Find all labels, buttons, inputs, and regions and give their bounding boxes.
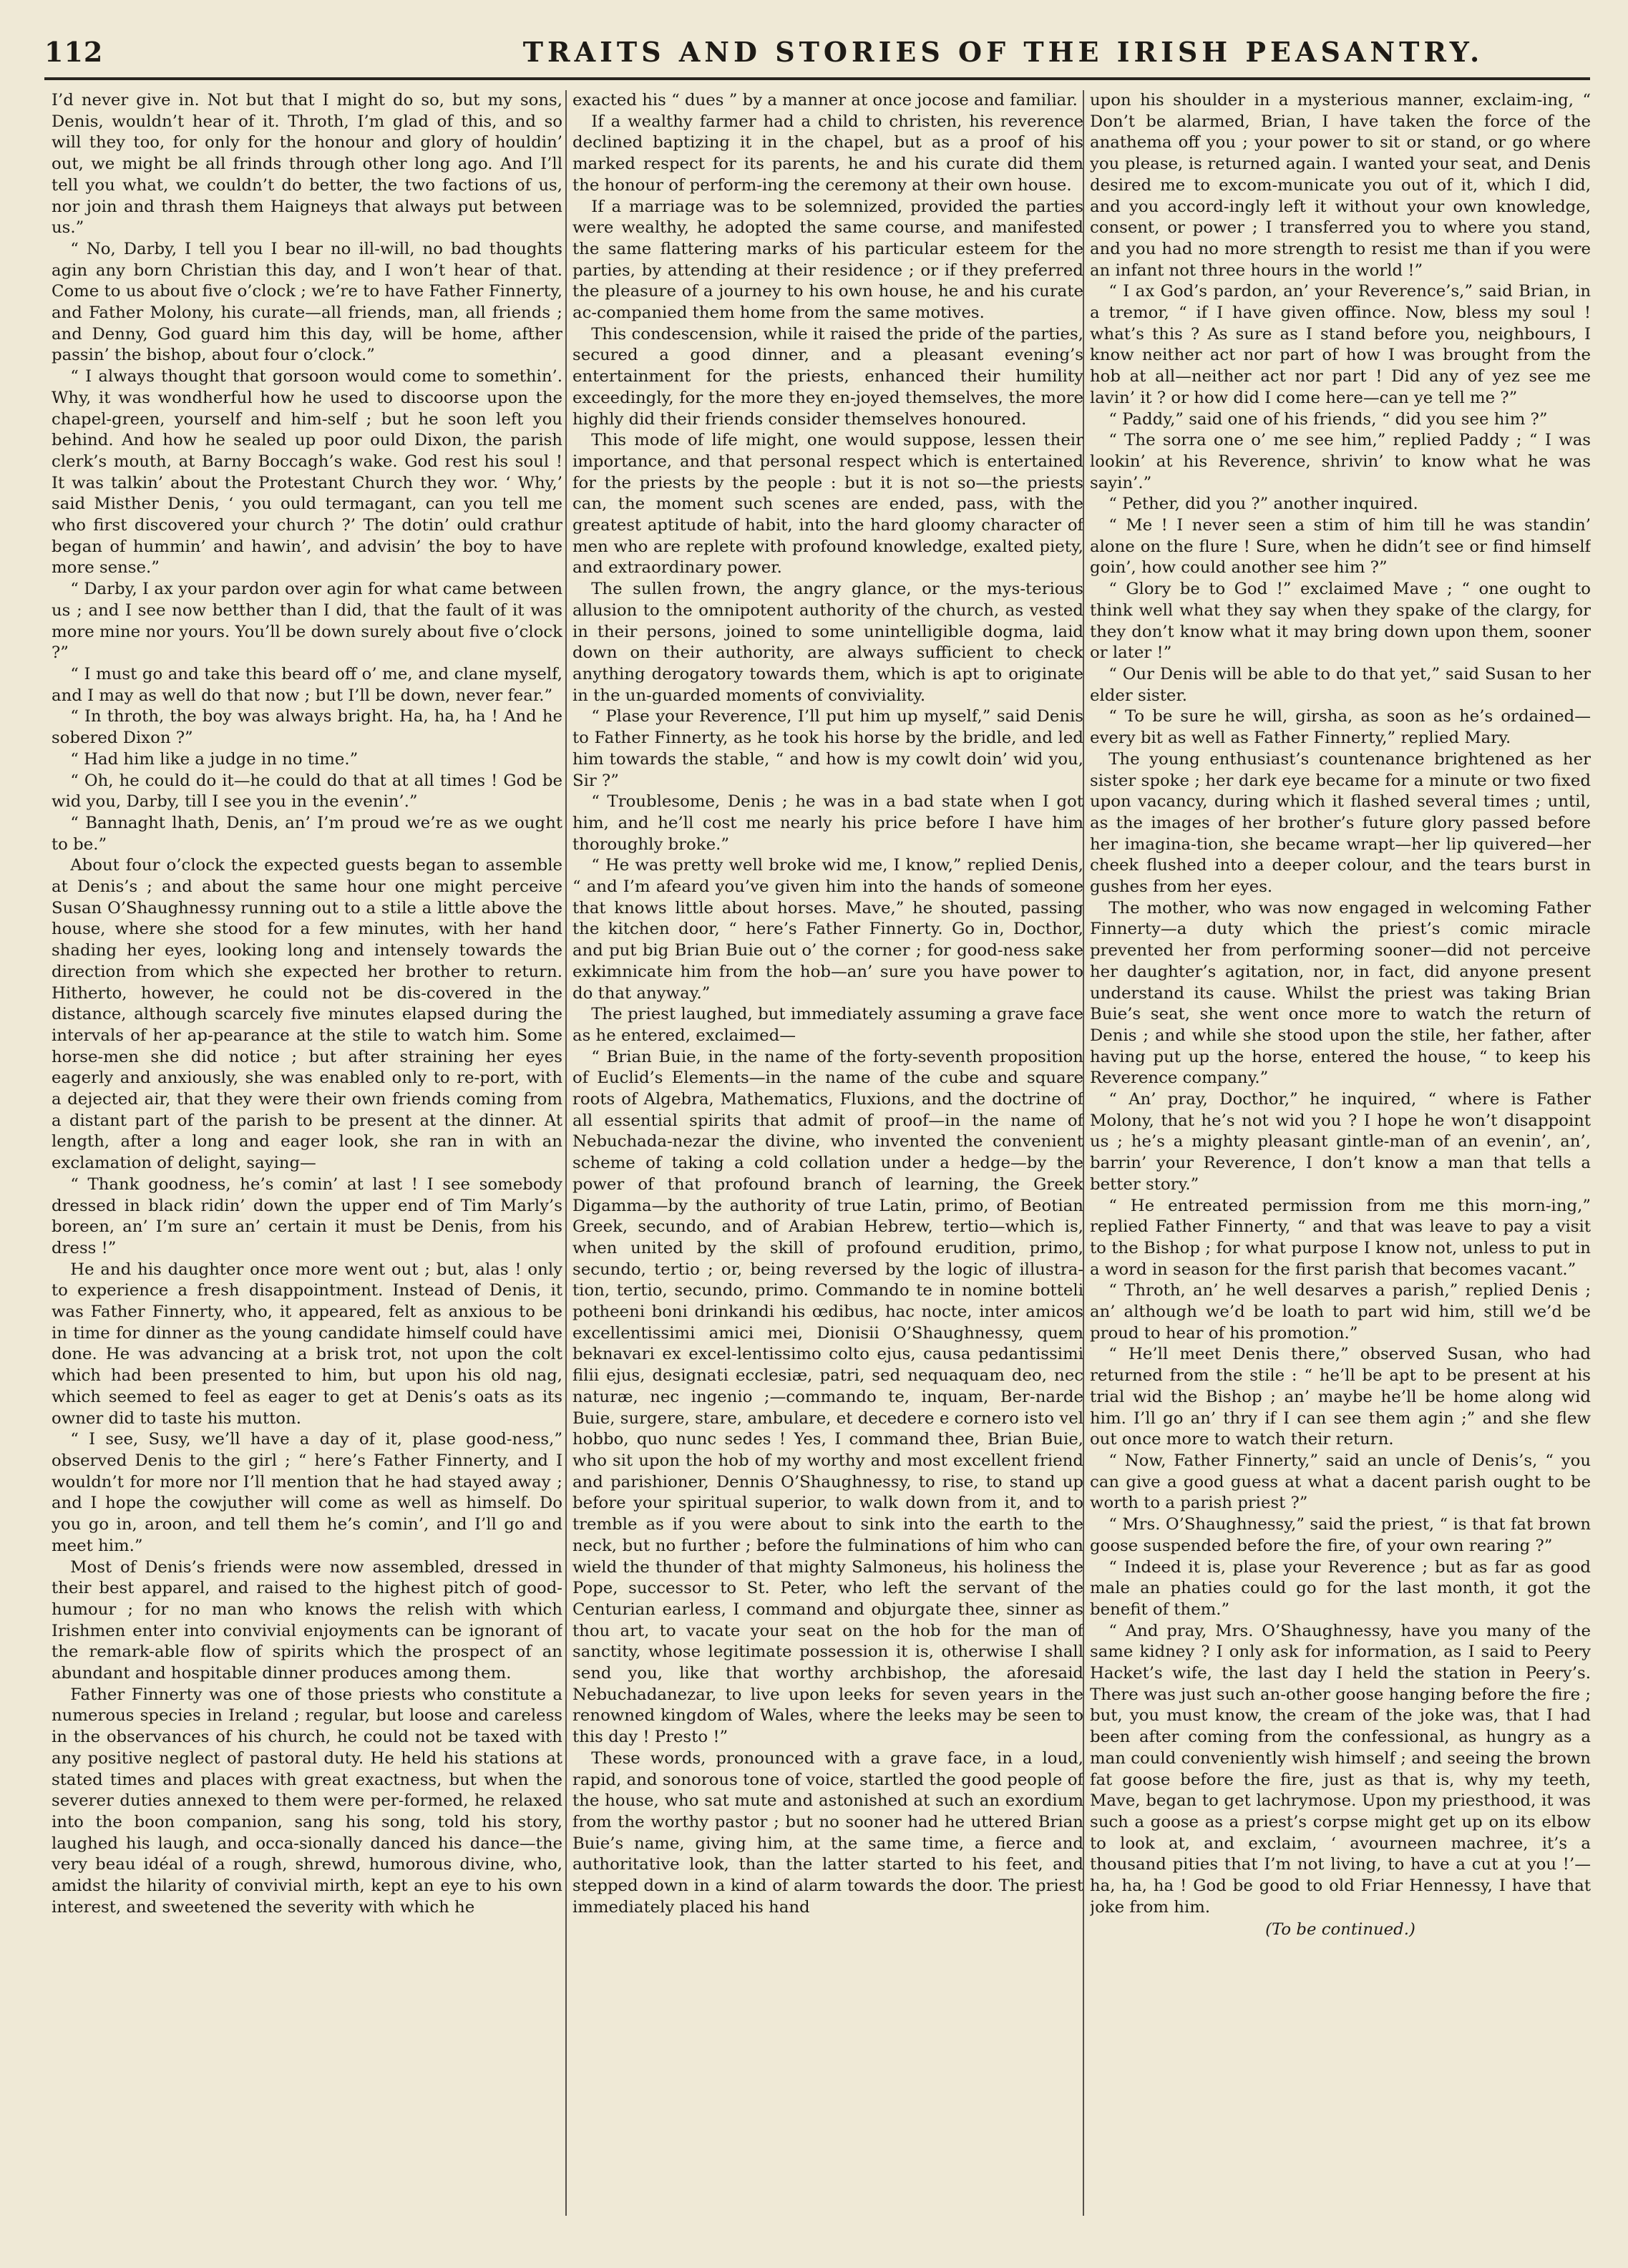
- text-column-2: [572, 90, 1083, 2230]
- paragraph: “ Glory be to God !” exclaimed Mave ; “ one ought to think well what they say when they spake of the clargy, for they don’t know what it may bring down upon them, sooner or later !”: [1090, 580, 1591, 663]
- column-rule: [565, 90, 567, 2216]
- paragraph: The young enthusiast’s countenance brightened as her sister spoke ; her dark eye became for a minute or two fixed upon vacancy, during which it flashed several times ; until, as the images of her brother’s future glory passed before her imagina-tion, she became wrapt—her lip quivered—her cheek flushed into a deeper colour, and the tears burst in gushes from her eyes.: [1090, 749, 1591, 897]
- paragraph: “ Troublesome, Denis ; he was in a bad state when I got him, and he’ll cost me nearly his price before I have him thoroughly broke.”: [572, 792, 1083, 854]
- paragraph: “ In throth, the boy was always bright. Ha, ha, ha ! And he sobered Dixon ?”: [52, 707, 562, 748]
- paragraph: “ An’ pray, Docthor,” he inquired, “ where is Father Molony, that he’s not wid you ? I hope he won’t disappoint us ; he’s a mighty pleasant gintle-man of an evenin’, an’, barrin’ your Reverence, I don’t know a man that tells a better story.”: [1090, 1090, 1591, 1194]
- paragraph: “ Brian Buie, in the name of the forty-seventh proposition of Euclid’s Elements—in the name of the cube and square roots of Algebra, Mathematics, Fluxions, and the doctrine of all essential spirits that admit of proof—in the name of Nebuchada-nezar the divine, who invented the convenient scheme of taking a cold collation under a hedge—by the power of that profound branch of learning, the Greek Digamma—by the authority of true Latin, primo, of Beotian Greek, secundo, and of Arabian Hebrew, tertio—which is, when united by the skill of profound erudition, primo, secundo, tertio ; or, being reversed by the logic of illustra-tion, tertio, secundo, primo. Commando te in nomine botteli potheeni boni drinkandi his œdibus, hac nocte, inter amicos excellentissimi amici mei, Dionisii O’Shaughnessy, quem beknavari ex excel-lentissimo colto ejus, causa pedantissimi filii ejus, designati ecclesiæ, patri, sed nequaquam deo, nec naturæ, nec ingenio ;—commando te, inquam, Ber-narde Buie, surgere, stare, ambulare, et decedere e cornero isto vel hobbo, quo nunc sedes ! Yes, I command thee, Brian Buie, who sit upon the hob of my worthy and most excellent friend and parishioner, Dennis O’Shaughnessy, to rise, to stand up before your spiritual superior, to walk down from it, and to tremble as if you were about to sink into the earth to the neck, but no further ; before the fulminations of him who can wield the thunder of that mighty Salmoneus, his holiness the Pope, successor to St. Peter, who left the servant of the Centurian earless, I command and objurgate thee, sinner as thou art, to vacate your seat on the hob for the man of sanctity, whose legitimate possession it is, otherwise I shall send you, like that worthy archbishop, the aforesaid Nebuchadanezar, to live upon leeks for seven years in the renowned kingdom of Wales, where the leeks may be seen to this day ! Presto !”: [572, 1047, 1083, 1747]
- paragraph: upon his shoulder in a mysterious manner, exclaim-ing, “ Don’t be alarmed, Brian, I have taken the force of the anathema off you ; your power to sit or stand, or go where you please, is returned again. I wanted your seat, and Denis desired me to excom-municate you out of it, which I did, and you accord-ingly left it without your own knowledge, consent, or power ; I transferred you to where you stand, and you had no more strength to resist me than if you were an infant not three hours in the world !”: [1090, 91, 1591, 280]
- paragraph: About four o’clock the expected guests began to assemble at Denis’s ; and about the same hour one might perceive Susan O’Shaughnessy running out to a stile a little above the house, where she stood for a few minutes, with her hand shading her eyes, looking long and intensely towards the direction from which she expected her brother to return. Hitherto, however, he could not be dis-covered in the distance, although scarcely five minutes elapsed during the intervals of her ap-pearance at the stile to watch him. Some horse-men she did notice ; but after straining her eyes eagerly and anxiously, she was enabled only to re-port, with a dejected air, that they were their own friends coming from a distant part of the parish to be present at the dinner. At length, after a long and eager look, she ran in with an exclamation of delight, saying—: [52, 856, 562, 1173]
- paragraph: “ He’ll meet Denis there,” observed Susan, who had returned from the stile : “ he’ll be apt to be present at his trial wid the Bishop ; an’ maybe he’ll be home along wid him. I’ll go an’ thry if I can see them agin ;” and she flew out once more to watch their return.: [1090, 1345, 1591, 1449]
- paragraph: I’d never give in. Not but that I might do so, but my sons, Denis, wouldn’t hear of it. Throth, I’m glad of this, and so will they too, for only for the honour and glory of houldin’ out, we might be all frinds through other long ago. And I’ll tell you what, we couldn’t do better, the two factions of us, nor join and thrash them Haigneys that always put between us.”: [52, 91, 562, 238]
- paragraph: “ I always thought that gorsoon would come to somethin’. Why, it was wondherful how he used to discoorse upon the chapel-green, yourself and him-self ; but he soon left you behind. And how he sealed up poor ould Dixon, the parish clerk’s mouth, at Barny Boccagh’s wake. God rest his soul ! It was talkin’ about the Protestant Church they wor. ‘ Why,’ said Misther Denis, ‘ you ould termagant, can you tell me who first discovered your church ?’ The dotin’ ould crathur began of hummin’ and hawin’, and advisin’ the boy to have more sense.”: [52, 367, 562, 578]
- paragraph: “ He was pretty well broke wid me, I know,” replied Denis, “ and I’m afeard you’ve given him into the hands of someone that knows little about horses. Mave,” he shouted, passing the kitchen door, “ here’s Father Finnerty. Go in, Docthor, and put big Brian Buie out o’ the corner ; for good-ness sake exkimnicate him from the hob—an’ sure you have power to do that anyway.”: [572, 856, 1083, 1003]
- paragraph: This mode of life might, one would suppose, lessen their importance, and that personal respect which is entertained for the priests by the people : but it is not so—the priests can, the moment such scenes are ended, pass, with the greatest aptitude of habit, into the hard gloomy character of men who are replete with profound knowledge, exalted piety, and extraordinary power.: [572, 431, 1083, 578]
- paragraph: “ Darby, I ax your pardon over agin for what came between us ; and I see now betther than I did, that the fault of it was more mine nor yours. You’ll be down surely about five o’clock ?”: [52, 580, 562, 663]
- paragraph: These words, pronounced with a grave face, in a loud, rapid, and sonorous tone of voice, startled the good people of the house, who sat mute and astonished at such an exordium from the worthy pastor ; but no sooner had he uttered Brian Buie’s name, giving him, at the same time, a fierce and authoritative look, than the latter started to his feet, and stepped down in a kind of alarm towards the door. The priest immediately placed his hand: [572, 1748, 1083, 1917]
- paragraph: “ Now, Father Finnerty,” said an uncle of Denis’s, “ you can give a good guess at what a dacent parish ought to be worth to a parish priest ?”: [1090, 1451, 1591, 1513]
- paragraph: “ No, Darby, I tell you I bear no ill-will, no bad thoughts agin any born Christian this day, and I won’t hear of that. Come to us about five o’clock ; we’re to have Father Finnerty, and Father Molony, his curate—all friends, man, all friends ; and Denny, God guard him this day, will be home, afther passin’ the bishop, about four o’clock.”: [52, 239, 562, 365]
- paragraph: Father Finnerty was one of those priests who constitute a numerous species in Ireland ; regular, but loose and careless in the observances of his church, he could not be taxed with any positive neglect of pastoral duty. He held his stations at stated times and places with great exactness, but when the severer duties annexed to them were per-formed, he relaxed into the boon companion, sang his song, told his story, laughed his laugh, and occa-sionally danced his dance—the very beau idéal of a rough, shrewd, humorous divine, who, amidst the hilarity of convivial mirth, kept an eye to his own interest, and sweetened the severity with which he: [52, 1685, 562, 1917]
- paragraph: “ Oh, he could do it—he could do that at all times ! God be wid you, Darby, till I see you in the evenin’.”: [52, 771, 562, 812]
- paragraph: If a wealthy farmer had a child to christen, his reverence declined baptizing it in the chapel, but as a proof of his marked respect for its parents, he and his curate did them the honour of perform-ing the ceremony at their own house.: [572, 112, 1083, 195]
- paragraph: “ Our Denis will be able to do that yet,” said Susan to her elder sister.: [1090, 664, 1591, 705]
- paragraph: “ Mrs. O’Shaughnessy,” said the priest, “ is that fat brown goose suspended before the fire, of your own rearing ?”: [1090, 1515, 1591, 1555]
- paragraph: exacted his “ dues ” by a manner at once jocose and familiar.: [572, 91, 1078, 109]
- paragraph: He and his daughter once more went out ; but, alas ! only to experience a fresh disappointment. Instead of Denis, it was Father Finnerty, who, it appeared, felt as anxious to be in time for dinner as the young candidate himself could have done. He was advancing at a brisk trot, not upon the colt which had been presented to him, but upon his old nag, which seemed to feel as eager to get at Denis’s oats as its owner did to taste his mutton.: [52, 1260, 562, 1428]
- paragraph: “ I ax God’s pardon, an’ your Reverence’s,” said Brian, in a tremor, “ if I have given offince. Now, bless my soul ! what’s this ? As sure as I stand before you, neighbours, I know neither act nor part of how I was brought from the hob at all—neither act nor part ! Did any of yez see me lavin’ it ? or how did I come here—can ye tell me ?”: [1090, 282, 1591, 407]
- paragraph: “ I must go and take this beard off o’ me, and clane myself, and I may as well do that now ; but I’ll be down, never fear.”: [52, 664, 562, 705]
- header-rule: [44, 77, 1590, 80]
- paragraph: “ Indeed it is, plase your Reverence ; but as far as good male an phaties could go for the last month, it got the benefit of them.”: [1090, 1557, 1591, 1619]
- paragraph: “ To be sure he will, girsha, as soon as he’s ordained—every bit as well as Father Finnerty,” replied Mary.: [1090, 707, 1591, 748]
- paragraph: This condescension, while it raised the pride of the parties, secured a good dinner, and a pleasant evening’s entertainment for the priests, enhanced their humility exceedingly, for the more they en-joyed themselves, the more highly did their friends consider themselves honoured.: [572, 324, 1083, 429]
- to-be-continued-note: (To be continued.): [1265, 1920, 1415, 1940]
- paragraph: “ The sorra one o’ me see him,” replied Paddy ; “ I was lookin’ at his Reverence, shrivin’ to know what he was sayin’.”: [1090, 431, 1591, 492]
- text-column-3: [1090, 90, 1591, 2230]
- paragraph: “ And pray, Mrs. O’Shaughnessy, have you many of the same kidney ? I only ask for information, as I said to Peery Hacket’s wife, the last day I held the station in Peery’s. There was just such an-other goose hanging before the fire ; but, you must know, the cream of the joke was, that I had been after coming from the confessional, as hungry as a man could conveniently wish himself ; and seeing the brown fat goose before the fire, just as that is, why my teeth, Mave, began to get lachrymose. Upon my priesthood, it was such a goose as a priest’s corpse might get up on its elbow to look at, and exclaim, ‘ avourneen machree, it’s a thousand pities that I’m not living, to have a cut at you !’—ha, ha, ha ! God be good to old Friar Hennessy, I have that joke from him.: [1090, 1621, 1591, 1917]
- paragraph: “ Bannaght lhath, Denis, an’ I’m proud we’re as we ought to be.”: [52, 813, 562, 854]
- text-column-1: [52, 90, 562, 2230]
- paragraph: The mother, who was now engaged in welcoming Father Finnerty—a duty which the priest’s comic miracle prevented her from performing sooner—did not perceive her daughter’s agitation, nor, in fact, did anyone present understand its cause. Whilst the priest was taking Brian Buie’s seat, she went once more to watch the return of Denis ; and while she stood upon the stile, her father, after having put up the horse, entered the house, “ to keep his Reverence company.”: [1090, 898, 1591, 1088]
- paragraph: “ Paddy,” said one of his friends, “ did you see him ?”: [1108, 409, 1548, 429]
- paragraph: The priest laughed, but immediately assuming a grave face as he entered, exclaimed—: [572, 1005, 1083, 1045]
- paragraph: “ Me ! I never seen a stim of him till he was standin’ alone on the flure ! Sure, when he didn’t see or find himself goin’, how could another see him ?”: [1090, 516, 1591, 578]
- paragraph: “ Throth, an’ he well desarves a parish,” replied Denis ; an’ although we’d be loath to part wid him, still we’d be proud to hear of his promotion.”: [1090, 1281, 1591, 1343]
- paragraph: “ Had him like a judge in no time.”: [70, 749, 359, 769]
- paragraph: “ I see, Susy, we’ll have a day of it, plase good-ness,” observed Denis to the girl ; “ here’s Father Finnerty, and I wouldn’t for more nor I’ll mention that he had stayed away ; and I hope the cowjuther will come as well as himself. Do you go in, aroon, and tell them he’s comin’, and I’ll go and meet him.”: [52, 1430, 562, 1555]
- paragraph: “ Plase your Reverence, I’ll put him up myself,” said Denis to Father Finnerty, as he took his horse by the bridle, and led him towards the stable, “ and how is my cowlt doin’ wid you, Sir ?”: [572, 707, 1083, 790]
- paragraph: “ He entreated permission from me this morn-ing,” replied Father Finnerty, “ and that was leave to pay a visit to the Bishop ; for what purpose I know not, unless to put in a word in season for the first parish that becomes vacant.”: [1090, 1196, 1591, 1279]
- paragraph: Most of Denis’s friends were now assembled, dressed in their best apparel, and raised to the highest pitch of good-humour ; for no man who knows the relish with which Irishmen enter into convivial enjoyments can be ignorant of the remark-able flow of spirits which the prospect of an abundant and hospitable dinner produces among them.: [52, 1557, 562, 1683]
- paragraph: The sullen frown, the angry glance, or the mys-terious allusion to the omnipotent authority of the church, as vested in their persons, joined to some unintelligible dogma, laid down on their authority, are always sufficient to check anything derogatory towards them, which is apt to originate in the un-guarded moments of conviviality.: [572, 580, 1083, 705]
- paragraph: “ Thank goodness, he’s comin’ at last ! I see somebody dressed in black ridin’ down the upper end of Tim Marly’s boreen, an’ I’m sure an’ certain it must be Denis, from his dress !”: [52, 1174, 562, 1257]
- paragraph: If a marriage was to be solemnized, provided the parties were wealthy, he adopted the same course, and manifested the same flattering marks of his particular esteem for the parties, by attending at their residence ; or if they preferred the pleasure of a journey to his own house, he and his curate ac-companied them home from the same motives.: [572, 197, 1083, 323]
- page-header: [44, 33, 1590, 76]
- paragraph: “ Pether, did you ?” another inquired.: [1108, 495, 1418, 514]
- page-number: 112: [44, 36, 104, 68]
- running-title: TRAITS AND STORIES OF THE IRISH PEASANTRY.: [522, 36, 1484, 68]
